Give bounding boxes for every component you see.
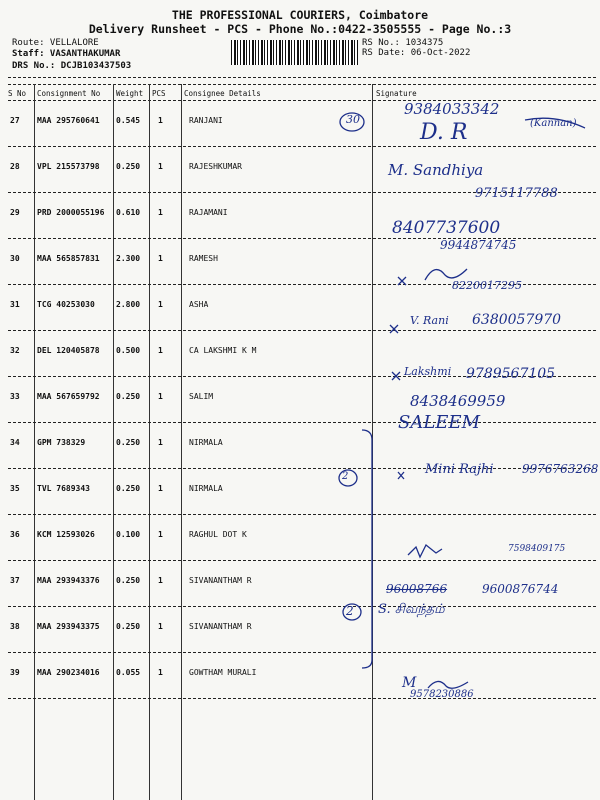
cell-sno: 27 xyxy=(10,116,20,125)
cell-consignee: RANJANI xyxy=(189,116,223,125)
check-mark xyxy=(398,277,406,285)
cell-consignment: PRD 2000055196 xyxy=(37,208,105,217)
cell-consignee: SIVANANTHAM R xyxy=(189,576,252,585)
cell-pcs: 1 xyxy=(158,438,163,447)
col-consignee: Consignee Details xyxy=(184,89,261,98)
cell-consignee: NIRMALA xyxy=(189,438,223,447)
circled-note: 30 xyxy=(346,113,360,126)
handwritten-signature: D. R xyxy=(420,120,468,145)
cell-consignee: NIRMALA xyxy=(189,484,223,493)
cell-sno: 32 xyxy=(10,346,20,355)
cell-consignee: CA LAKSHMI K M xyxy=(189,346,257,355)
handwritten-signature: V. Rani xyxy=(410,314,449,327)
handwritten-signature: S. சிவந்தம் xyxy=(378,602,445,617)
staff-label: Staff: VASANTHAKUMAR xyxy=(12,49,121,59)
cell-weight: 0.610 xyxy=(116,208,141,217)
handwritten-phone: 6380057970 xyxy=(472,312,562,328)
cell-pcs: 1 xyxy=(158,392,163,401)
cell-consignee: SALIM xyxy=(189,392,214,401)
cell-sno: 36 xyxy=(10,530,20,539)
cell-sno: 29 xyxy=(10,208,20,217)
cell-weight: 0.250 xyxy=(116,484,141,493)
handwritten-phone: 9578230886 xyxy=(410,689,474,700)
cell-pcs: 1 xyxy=(158,576,163,585)
cell-consignment: KCM 12593026 xyxy=(37,530,95,539)
signature-scribble xyxy=(428,681,468,688)
cell-sno: 28 xyxy=(10,162,20,171)
circle-mark xyxy=(339,470,357,486)
cell-sno: 30 xyxy=(10,254,20,263)
cell-sno: 37 xyxy=(10,576,20,585)
handwritten-phone: 9944874745 xyxy=(440,238,517,252)
runsheet-title: Delivery Runsheet - PCS - Phone No.:0422-3505555 - Page No.:3 xyxy=(88,22,512,36)
cell-consignment: DEL 120405878 xyxy=(37,346,100,355)
cell-sno: 34 xyxy=(10,438,20,447)
cell-consignment: MAA 293943376 xyxy=(37,576,100,585)
cell-consignee: SIVANANTHAM R xyxy=(189,622,252,631)
col-consignment: Consignment No xyxy=(37,89,101,98)
cell-pcs: 1 xyxy=(158,254,163,263)
cell-sno: 39 xyxy=(10,668,20,677)
col-pcs: PCS xyxy=(152,89,166,98)
cell-weight: 0.250 xyxy=(116,438,141,447)
struck-phone: 96008766 xyxy=(386,582,448,596)
check-mark xyxy=(398,472,404,479)
cell-consignee: RAJAMANI xyxy=(189,208,228,217)
cell-consignee: RAMESH xyxy=(189,254,218,263)
handwritten-phone: 9715117788 xyxy=(475,186,558,201)
route-label: Route: VELLALORE xyxy=(12,38,99,48)
cell-consignment: GPM 738329 xyxy=(37,438,86,447)
cell-pcs: 1 xyxy=(158,300,163,309)
cell-consignment: MAA 565857831 xyxy=(37,254,100,263)
cell-consignee: ASHA xyxy=(189,300,209,309)
pen-stroke xyxy=(525,118,585,128)
circle-mark xyxy=(343,604,361,620)
bracket-mark xyxy=(362,430,372,668)
handwritten-phone: 8220017295 xyxy=(452,279,522,292)
cell-weight: 0.250 xyxy=(116,162,141,171)
cell-pcs: 1 xyxy=(158,346,163,355)
cell-weight: 0.100 xyxy=(116,530,141,539)
cell-weight: 0.545 xyxy=(116,116,141,125)
signature-scribble xyxy=(425,269,467,280)
cell-pcs: 1 xyxy=(158,484,163,493)
cell-pcs: 1 xyxy=(158,116,163,125)
cell-sno: 33 xyxy=(10,392,20,401)
cell-consignment: MAA 567659792 xyxy=(37,392,100,401)
cell-weight: 0.250 xyxy=(116,576,141,585)
drs-number: DRS No.: DCJB103437503 xyxy=(12,61,132,71)
cell-weight: 0.250 xyxy=(116,392,141,401)
handwritten-phone: 7598409175 xyxy=(508,544,566,554)
check-mark xyxy=(392,372,400,380)
rs-date: RS Date: 06-Oct-2022 xyxy=(362,48,471,58)
col-signature: Signature xyxy=(376,89,417,98)
cell-pcs: 1 xyxy=(158,208,163,217)
cell-weight: 2.300 xyxy=(116,254,141,263)
cell-pcs: 1 xyxy=(158,668,163,677)
handwritten-signature: M xyxy=(402,675,417,691)
cell-consignment: TCG 40253030 xyxy=(37,300,95,309)
cell-consignment: VPL 215573798 xyxy=(37,162,100,171)
handwritten-phone: 9600876744 xyxy=(482,582,559,596)
company-name: THE PROFESSIONAL COURIERS, Coimbatore xyxy=(171,8,429,22)
handwritten-phone: 9384033342 xyxy=(404,100,500,118)
cell-weight: 0.250 xyxy=(116,622,141,631)
handwritten-signature: Mini Rajhi xyxy=(425,462,494,477)
cell-consignee: RAGHUL DOT K xyxy=(189,530,247,539)
handwritten-name: (Kannan) xyxy=(530,118,577,129)
handwritten-name: SALEEM xyxy=(398,412,480,433)
handwritten-phone: 9976763268 xyxy=(522,462,599,476)
circle-mark xyxy=(340,113,364,131)
col-sno: S No xyxy=(8,89,27,98)
handwritten-name: M. Sandhiya xyxy=(388,161,484,179)
circled-note: 2 xyxy=(342,471,349,482)
cell-consignment: MAA 293943375 xyxy=(37,622,100,631)
cell-sno: 35 xyxy=(10,484,20,493)
cell-consignee: GOWTHAM MURALI xyxy=(189,668,257,677)
rs-number: RS No.: 1034375 xyxy=(362,38,444,48)
cell-consignment: TVL 7689343 xyxy=(37,484,90,493)
circled-note: 2 xyxy=(346,604,354,618)
handwritten-signature: Lakshmi xyxy=(404,365,452,378)
cell-pcs: 1 xyxy=(158,622,163,631)
cell-weight: 0.055 xyxy=(116,668,141,677)
handwritten-phone: 8407737600 xyxy=(392,218,501,238)
signature-scribble xyxy=(408,545,442,557)
cell-consignment: MAA 290234016 xyxy=(37,668,100,677)
cell-sno: 31 xyxy=(10,300,20,309)
cell-pcs: 1 xyxy=(158,162,163,171)
cell-pcs: 1 xyxy=(158,530,163,539)
col-weight: Weight xyxy=(116,89,144,98)
cell-consignment: MAA 295760641 xyxy=(37,116,100,125)
cell-weight: 2.800 xyxy=(116,300,141,309)
handwritten-phone: 8438469959 xyxy=(410,392,506,410)
cell-weight: 0.500 xyxy=(116,346,141,355)
handwritten-phone: 9789567105 xyxy=(466,366,556,382)
cell-sno: 38 xyxy=(10,622,20,631)
cell-consignee: RAJESHKUMAR xyxy=(189,162,242,171)
check-mark xyxy=(390,325,398,333)
